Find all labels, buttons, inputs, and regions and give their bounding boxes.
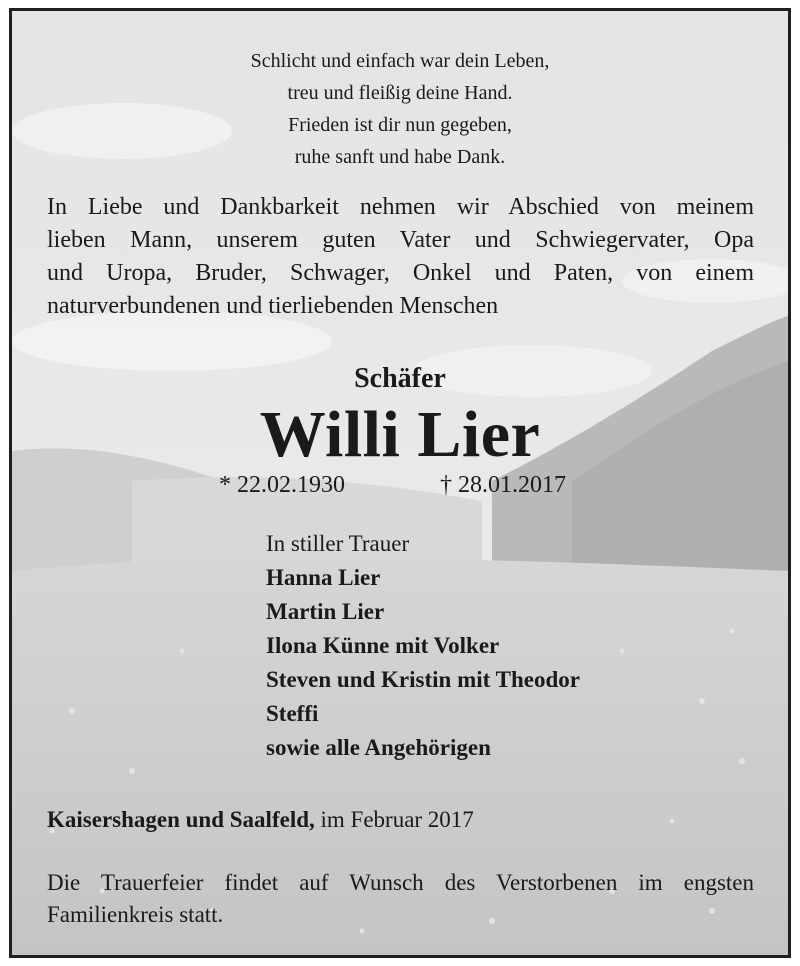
place-date: im Februar 2017 bbox=[314, 807, 474, 832]
mourner-name: sowie alle Angehörigen bbox=[266, 735, 491, 760]
mourner-name: Steven und Kristin mit Theodor bbox=[266, 667, 580, 692]
funeral-notice bbox=[47, 867, 754, 931]
farewell-line: In Liebe und Dankbarkeit nehmen wir Abschied von meinem bbox=[47, 194, 754, 220]
mourner-name: Ilona Künne mit Volker bbox=[266, 633, 500, 658]
poem bbox=[12, 45, 788, 173]
place-and-date bbox=[47, 804, 474, 836]
mourners-list bbox=[266, 527, 580, 765]
poem-line: treu und fleißig deine Hand. bbox=[287, 82, 513, 104]
obituary-text bbox=[12, 11, 788, 955]
funeral-line: Familienkreis statt. bbox=[47, 902, 224, 927]
birth-date: * 22.02.1930 bbox=[219, 472, 345, 498]
place-location: Kaisershagen und Saalfeld, bbox=[47, 807, 315, 832]
farewell-line: und Uropa, Bruder, Schwager, Onkel und Paten, von einem bbox=[47, 260, 754, 286]
deceased-name: Willi Lier bbox=[259, 398, 541, 471]
farewell-line: naturverbundenen und tierliebenden Menschen bbox=[47, 293, 499, 319]
poem-line: ruhe sanft und habe Dank. bbox=[294, 146, 506, 168]
mourner-name: Hanna Lier bbox=[266, 565, 381, 590]
mourner-name: Martin Lier bbox=[266, 599, 385, 624]
funeral-line: Die Trauerfeier findet auf Wunsch des Verstorbenen im engsten bbox=[47, 870, 754, 895]
death-date: † 28.01.2017 bbox=[440, 472, 566, 498]
mourner-name: Steffi bbox=[266, 701, 319, 726]
obituary-frame bbox=[9, 8, 791, 958]
poem-line: Frieden ist dir nun gegeben, bbox=[288, 114, 512, 136]
mourners-heading: In stiller Trauer bbox=[266, 531, 410, 556]
poem-line: Schlicht und einfach war dein Leben, bbox=[250, 50, 550, 72]
farewell-line: lieben Mann, unserem guten Vater und Schwiegervater, Opa bbox=[47, 227, 754, 253]
farewell-paragraph bbox=[47, 191, 754, 323]
deceased-profession: Schäfer bbox=[354, 363, 446, 394]
